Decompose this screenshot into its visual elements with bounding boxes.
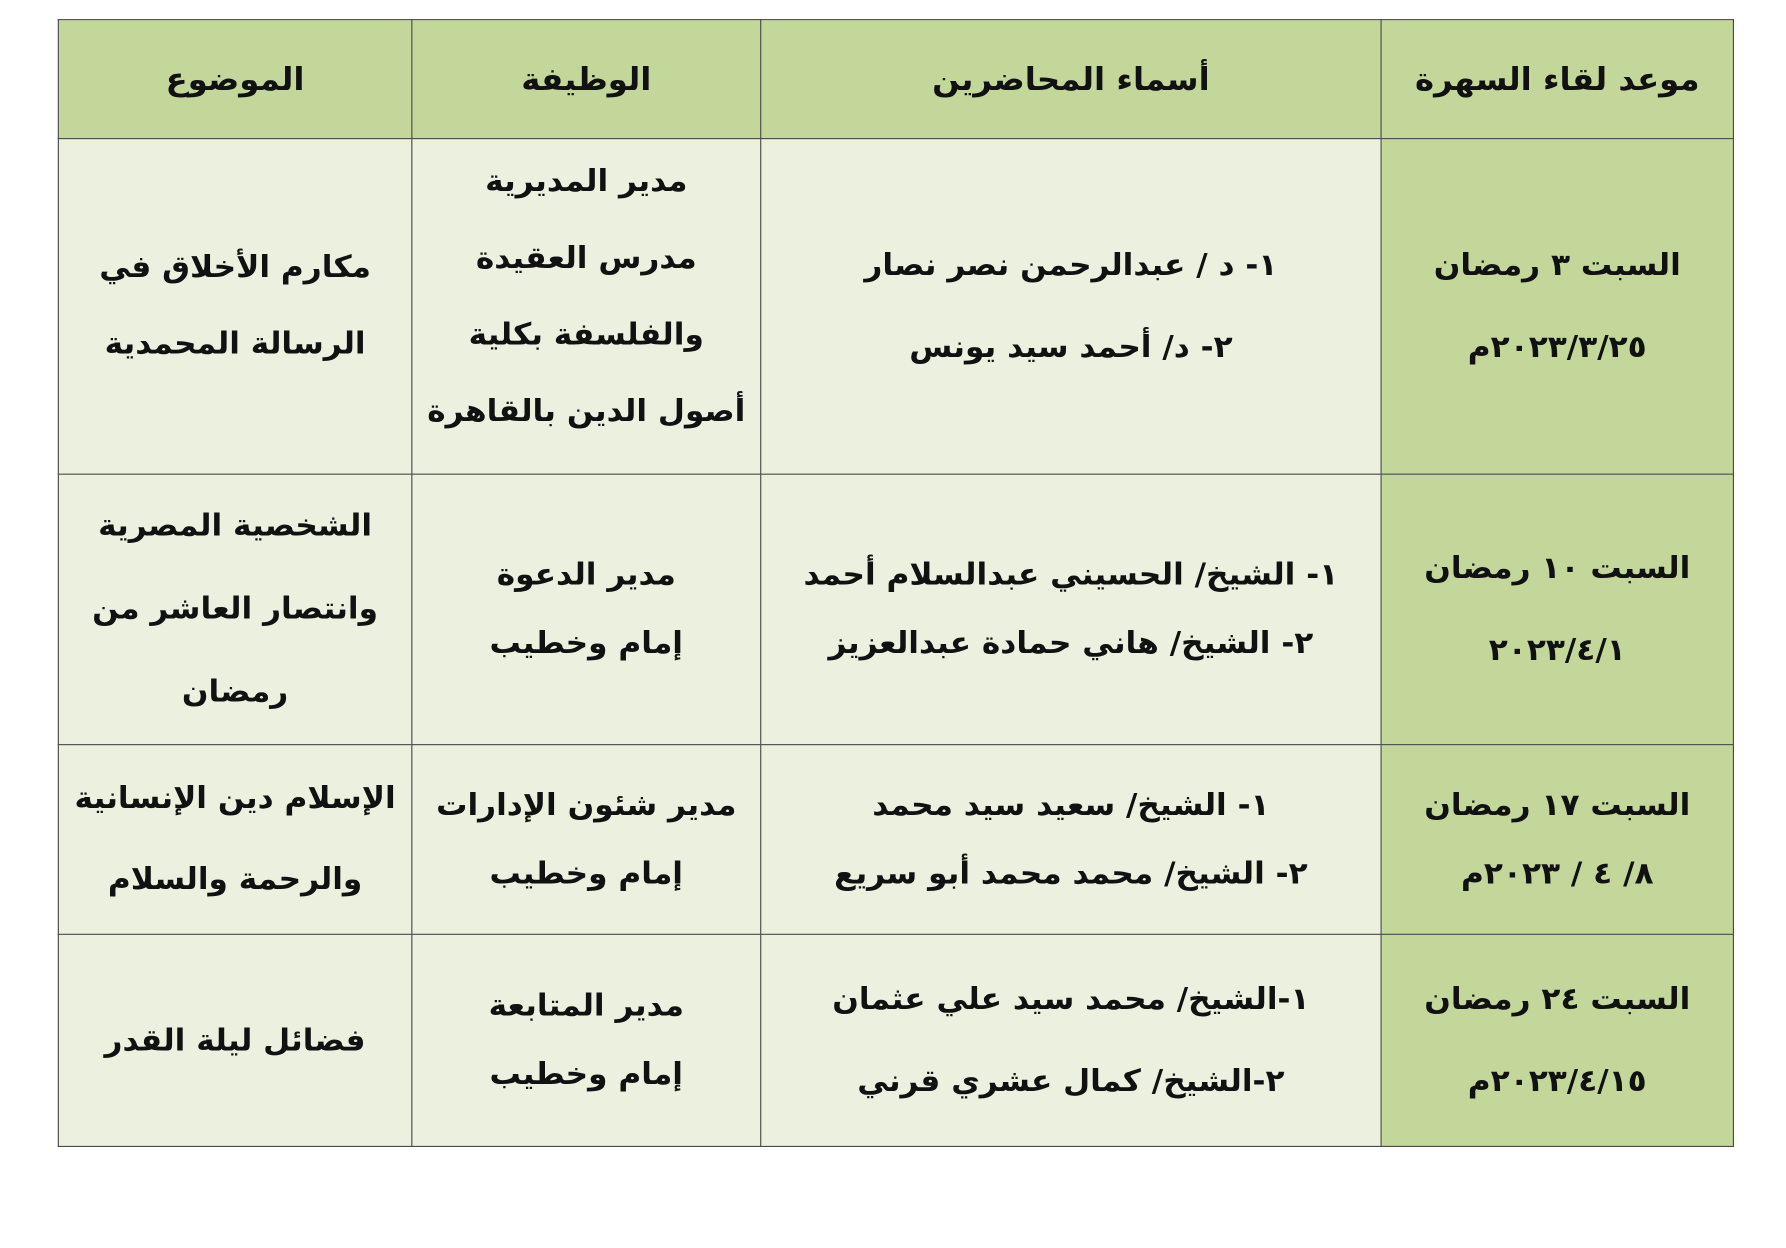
topic-text: مكارم الأخلاق في الرسالة المحمدية <box>99 250 371 362</box>
lecturer-2: ٢- الشيخ/ هاني حمادة عبدالعزيز <box>828 626 1314 662</box>
job-title-1: مدير الدعوة <box>496 557 676 593</box>
lecturers-cell <box>761 474 1381 744</box>
lecturer-1: ١- د / عبدالرحمن نصر نصار <box>864 248 1278 283</box>
date-day: السبت ١٠ رمضان <box>1424 551 1691 586</box>
job-title-2: إمام وخطيب <box>489 626 683 662</box>
job-title-1: مدير المتابعة <box>488 988 684 1024</box>
topic-cell <box>58 139 412 475</box>
job-title-2: إمام وخطيب <box>489 856 683 892</box>
date-full: ٨/ ٤ / ٢٠٢٣م <box>1461 856 1654 892</box>
lecturers-cell <box>761 934 1381 1146</box>
date-day: السبت ٢٤ رمضان <box>1424 982 1691 1017</box>
table-row <box>58 474 1733 744</box>
ramadan-evening-schedule-table <box>58 19 1734 1147</box>
lecturer-2: ٢- الشيخ/ محمد محمد أبو سريع <box>834 856 1308 892</box>
header-date: موعد لقاء السهرة <box>1381 20 1733 139</box>
table-row <box>58 934 1733 1146</box>
topic-text: الشخصية المصرية وانتصار العاشر من رمضان <box>92 508 378 710</box>
header-topic: الموضوع <box>58 20 412 139</box>
schedule-page <box>58 19 1733 1147</box>
table-row <box>58 745 1733 935</box>
lecturers-cell <box>761 745 1381 935</box>
topic-cell <box>58 745 412 935</box>
header-lecturers: أسماء المحاضرين <box>761 20 1381 139</box>
table-header-row <box>58 20 1733 139</box>
date-cell <box>1381 934 1733 1146</box>
job-cell <box>412 474 761 744</box>
date-full: ٢٠٢٣/٤/١٥م <box>1467 1063 1647 1099</box>
topic-text: الإسلام دين الإنسانية والرحمة والسلام <box>74 781 396 897</box>
date-cell <box>1381 745 1733 935</box>
lecturer-1: ١-الشيخ/ محمد سيد علي عثمان <box>832 982 1310 1017</box>
date-day: السبت ١٧ رمضان <box>1424 787 1691 823</box>
topic-cell <box>58 934 412 1146</box>
job-cell <box>412 745 761 935</box>
lecturer-1: ١- الشيخ/ الحسيني عبدالسلام أحمد <box>803 557 1339 593</box>
lecturer-2: ٢- د/ أحمد سيد يونس <box>909 329 1233 365</box>
job-title-1: مدير شئون الإدارات <box>436 787 737 823</box>
job-title-2: إمام وخطيب <box>489 1057 683 1092</box>
header-job: الوظيفة <box>412 20 761 139</box>
table-row <box>58 139 1733 475</box>
date-cell <box>1381 139 1733 475</box>
lecturer-2: ٢-الشيخ/ كمال عشري قرني <box>857 1063 1285 1099</box>
job-title-2: مدرس العقيدة والفلسفة بكلية أصول الدين بالقاهرة <box>427 240 746 429</box>
date-full: ٢٠٢٣/٣/٢٥م <box>1467 329 1647 365</box>
date-full: ٢٠٢٣/٤/١ <box>1488 632 1626 668</box>
topic-text: فضائل ليلة القدر <box>104 1022 366 1058</box>
date-day: السبت ٣ رمضان <box>1433 248 1681 283</box>
job-cell <box>412 934 761 1146</box>
date-cell <box>1381 474 1733 744</box>
lecturer-1: ١- الشيخ/ سعيد سيد محمد <box>872 787 1270 823</box>
lecturers-cell <box>761 139 1381 475</box>
topic-cell <box>58 474 412 744</box>
job-cell <box>412 139 761 475</box>
job-title-1: مدير المديرية <box>485 163 688 199</box>
